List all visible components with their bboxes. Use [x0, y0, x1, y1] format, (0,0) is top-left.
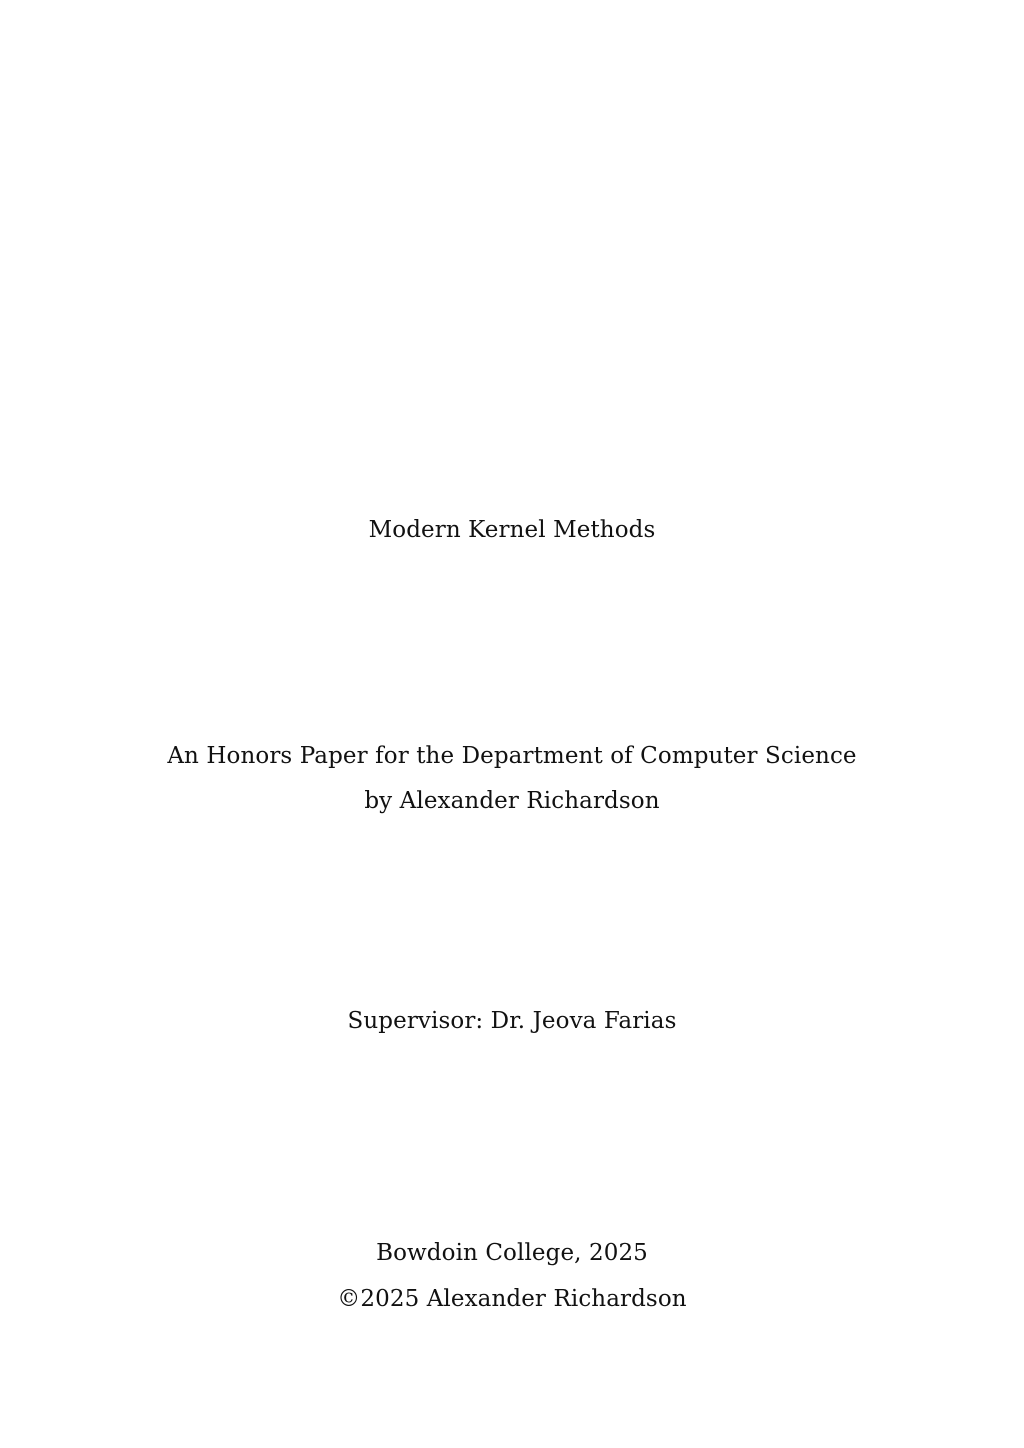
copyright-line: ©2025 Alexander Richardson — [337, 1286, 687, 1312]
supervisor-line: Supervisor: Dr. Jeova Farias — [347, 1008, 677, 1034]
paper-subtitle: An Honors Paper for the Department of Computer Science — [167, 743, 857, 769]
paper-title: Modern Kernel Methods — [368, 517, 656, 543]
college-line: Bowdoin College, 2025 — [376, 1240, 648, 1266]
author-line: by Alexander Richardson — [364, 788, 660, 814]
